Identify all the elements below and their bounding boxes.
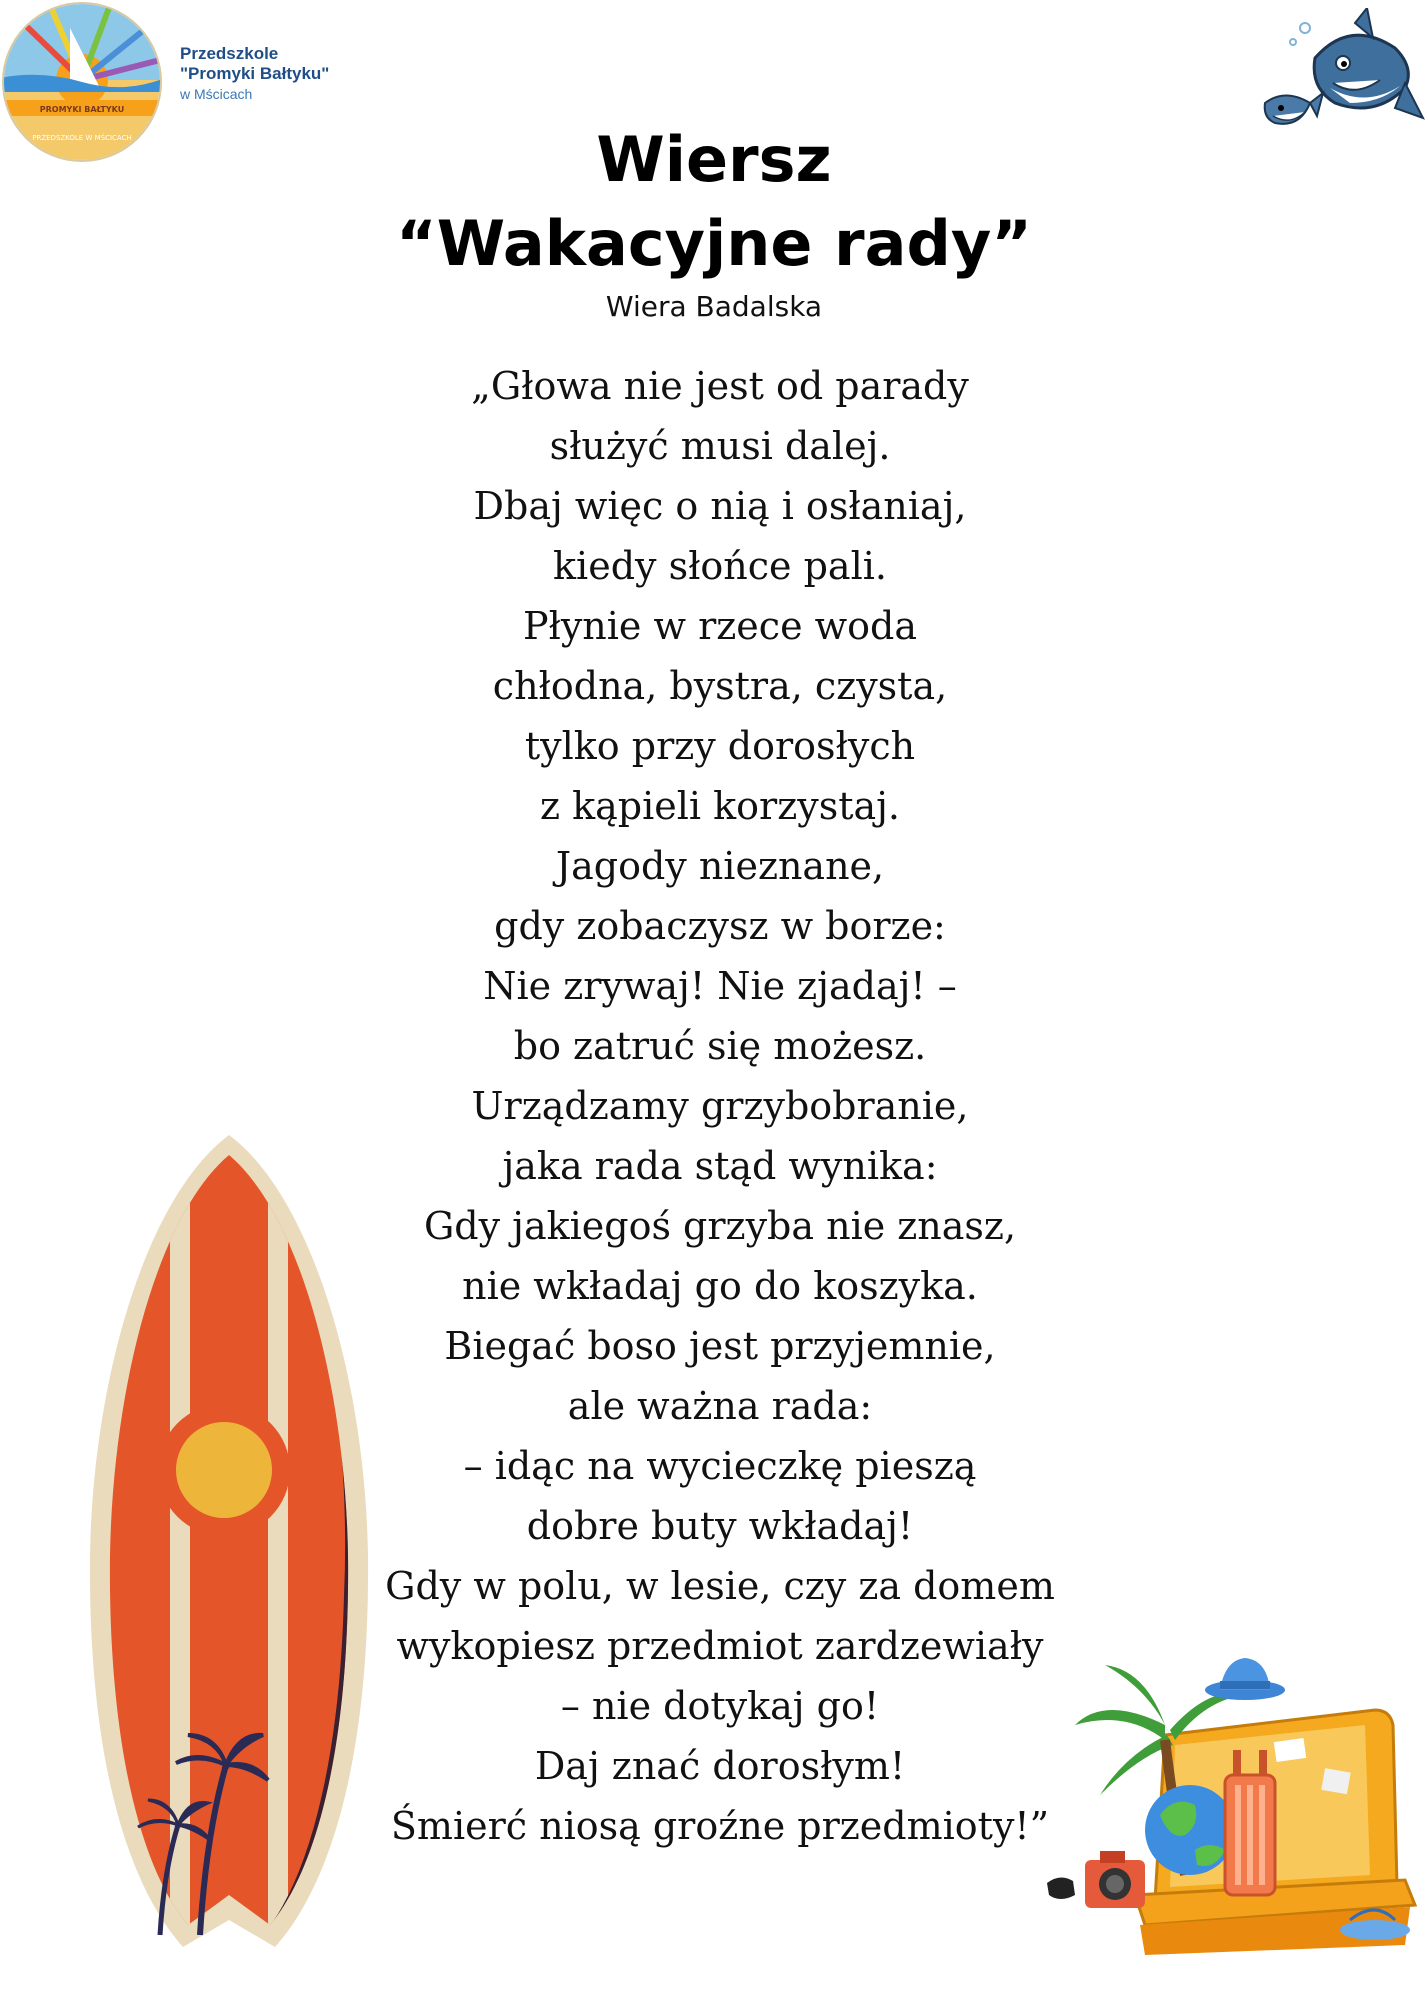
poem-line: Urządzamy grzybobranie, — [471, 1084, 969, 1128]
poem-line: nie wkładaj go do koszyka. — [462, 1264, 978, 1308]
poem-title: “Wakacyjne rady” — [396, 207, 1032, 280]
school-location: w Mścicach — [180, 86, 253, 102]
poem-line: Dbaj więc o nią i osłaniaj, — [473, 484, 967, 528]
page-title: Wiersz — [596, 123, 832, 196]
poem-line: Nie zrywaj! Nie zjadaj! – — [483, 964, 957, 1008]
school-name-line2: "Promyki Bałtyku" — [180, 64, 330, 83]
poem-author: Wiera Badalska — [605, 290, 823, 323]
poem-line: Biegać boso jest przyjemnie, — [444, 1324, 996, 1368]
poem-line: „Głowa nie jest od parady — [471, 364, 969, 408]
poem-line: chłodna, bystra, czysta, — [492, 664, 948, 708]
poem-line: kiedy słońce pali. — [553, 544, 887, 588]
surfboard-illustration — [88, 1135, 370, 1950]
poem-line: bo zatruć się możesz. — [513, 1024, 927, 1068]
poem-line: dobre buty wkładaj! — [526, 1504, 914, 1548]
poem-line: Gdy jakiegoś grzyba nie znasz, — [423, 1204, 1017, 1248]
poem-line: jaka rada stąd wynika: — [502, 1144, 938, 1188]
poem-text — [340, 356, 1100, 1856]
school-name-line1: Przedszkole — [180, 44, 279, 63]
logo-bottom-text: PRZEDSZKOLE W MŚCICACH — [32, 134, 132, 142]
title-block — [0, 118, 1428, 323]
poem-line: z kąpieli korzystaj. — [540, 784, 900, 828]
logo-ring-text: PROMYKI BAŁTYKU — [39, 105, 125, 114]
poem-line: Gdy w polu, w lesie, czy za domem — [385, 1564, 1055, 1608]
poem-line: Jagody nieznane, — [555, 844, 885, 888]
poem-line: ale ważna rada: — [567, 1384, 873, 1428]
poem-line: Śmierć niosą groźne przedmioty!” — [390, 1804, 1050, 1848]
school-name — [180, 44, 329, 104]
suitcase-illustration — [1045, 1655, 1425, 1965]
poem-line: – nie dotykaj go! — [560, 1684, 880, 1728]
poem-line: gdy zobaczysz w borze: — [494, 904, 946, 948]
poem-line: Daj znać dorosłym! — [534, 1744, 906, 1788]
poem-line: tylko przy dorosłych — [524, 724, 916, 768]
poem-line: służyć musi dalej. — [549, 424, 891, 468]
poem-line: – idąc na wycieczkę pieszą — [463, 1444, 977, 1488]
poem-line: Płynie w rzece woda — [522, 604, 918, 648]
poem-line: wykopiesz przedmiot zardzewiały — [396, 1624, 1044, 1668]
